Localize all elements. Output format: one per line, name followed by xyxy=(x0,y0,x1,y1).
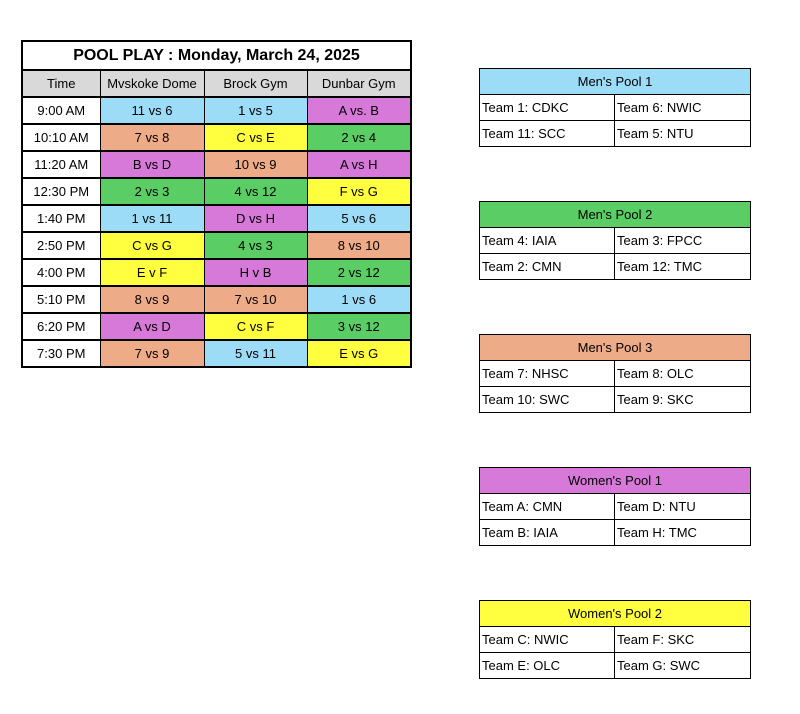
team-cell: Team F: SKC xyxy=(615,627,751,653)
team-cell: Team 11: SCC xyxy=(480,121,615,147)
pool-title: Women's Pool 1 xyxy=(480,468,751,494)
header-brock-gym: Brock Gym xyxy=(204,70,307,97)
game-cell: 2 vs 3 xyxy=(100,178,204,205)
header-dunbar-gym: Dunbar Gym xyxy=(307,70,411,97)
time-cell: 1:40 PM xyxy=(22,205,100,232)
time-cell: 11:20 AM xyxy=(22,151,100,178)
team-cell: Team 2: CMN xyxy=(480,254,615,280)
pool-row xyxy=(480,254,751,280)
schedule-row xyxy=(22,340,411,367)
game-cell: 7 vs 10 xyxy=(204,286,307,313)
pool-row xyxy=(480,627,751,653)
team-cell: Team 12: TMC xyxy=(615,254,751,280)
game-cell: F vs G xyxy=(307,178,411,205)
pool-row xyxy=(480,387,751,413)
team-cell: Team 6: NWIC xyxy=(615,95,751,121)
pool-row xyxy=(480,520,751,546)
game-cell: 8 vs 9 xyxy=(100,286,204,313)
pool-row xyxy=(480,228,751,254)
pool-row xyxy=(480,121,751,147)
pool-table-m1 xyxy=(479,68,751,147)
team-cell: Team C: NWIC xyxy=(480,627,615,653)
game-cell: C vs E xyxy=(204,124,307,151)
team-cell: Team 7: NHSC xyxy=(480,361,615,387)
schedule-row xyxy=(22,205,411,232)
schedule-row xyxy=(22,286,411,313)
pool-title: Men's Pool 1 xyxy=(480,69,751,95)
game-cell: 5 vs 6 xyxy=(307,205,411,232)
game-cell: 3 vs 12 xyxy=(307,313,411,340)
game-cell: H v B xyxy=(204,259,307,286)
game-cell: 11 vs 6 xyxy=(100,97,204,124)
game-cell: 7 vs 9 xyxy=(100,340,204,367)
pool-table-m2 xyxy=(479,201,751,280)
game-cell: 2 vs 4 xyxy=(307,124,411,151)
game-cell: 1 vs 11 xyxy=(100,205,204,232)
team-cell: Team E: OLC xyxy=(480,653,615,679)
pool-title: Men's Pool 2 xyxy=(480,202,751,228)
pool-row xyxy=(480,361,751,387)
time-cell: 4:00 PM xyxy=(22,259,100,286)
game-cell: 1 vs 5 xyxy=(204,97,307,124)
schedule-row xyxy=(22,178,411,205)
schedule-row xyxy=(22,124,411,151)
game-cell: 7 vs 8 xyxy=(100,124,204,151)
schedule-row xyxy=(22,259,411,286)
game-cell: D vs H xyxy=(204,205,307,232)
team-cell: Team 9: SKC xyxy=(615,387,751,413)
time-cell: 7:30 PM xyxy=(22,340,100,367)
game-cell: C vs G xyxy=(100,232,204,259)
pool-title: Men's Pool 3 xyxy=(480,335,751,361)
team-cell: Team B: IAIA xyxy=(480,520,615,546)
team-cell: Team 10: SWC xyxy=(480,387,615,413)
team-cell: Team G: SWC xyxy=(615,653,751,679)
team-cell: Team 1: CDKC xyxy=(480,95,615,121)
game-cell: A vs D xyxy=(100,313,204,340)
game-cell: 10 vs 9 xyxy=(204,151,307,178)
game-cell: A vs. B xyxy=(307,97,411,124)
team-cell: Team 4: IAIA xyxy=(480,228,615,254)
game-cell: E vs G xyxy=(307,340,411,367)
team-cell: Team 3: FPCC xyxy=(615,228,751,254)
time-cell: 9:00 AM xyxy=(22,97,100,124)
schedule-row xyxy=(22,313,411,340)
pool-table-w2 xyxy=(479,600,751,679)
time-cell: 5:10 PM xyxy=(22,286,100,313)
pool-table-w1 xyxy=(479,467,751,546)
team-cell: Team D: NTU xyxy=(615,494,751,520)
team-cell: Team 8: OLC xyxy=(615,361,751,387)
game-cell: A vs H xyxy=(307,151,411,178)
pool-row xyxy=(480,95,751,121)
game-cell: B vs D xyxy=(100,151,204,178)
team-cell: Team H: TMC xyxy=(615,520,751,546)
game-cell: 2 vs 12 xyxy=(307,259,411,286)
game-cell: C vs F xyxy=(204,313,307,340)
time-cell: 6:20 PM xyxy=(22,313,100,340)
header-time: Time xyxy=(22,70,100,97)
game-cell: 1 vs 6 xyxy=(307,286,411,313)
schedule-row xyxy=(22,232,411,259)
schedule-row xyxy=(22,151,411,178)
game-cell: 4 vs 3 xyxy=(204,232,307,259)
team-cell: Team A: CMN xyxy=(480,494,615,520)
schedule-title: POOL PLAY : Monday, March 24, 2025 xyxy=(22,41,411,70)
pool-play-schedule xyxy=(21,40,412,368)
pool-row xyxy=(480,494,751,520)
pool-table-m3 xyxy=(479,334,751,413)
time-cell: 10:10 AM xyxy=(22,124,100,151)
game-cell: E v F xyxy=(100,259,204,286)
header-mvskoke-dome: Mvskoke Dome xyxy=(100,70,204,97)
team-cell: Team 5: NTU xyxy=(615,121,751,147)
time-cell: 2:50 PM xyxy=(22,232,100,259)
game-cell: 8 vs 10 xyxy=(307,232,411,259)
game-cell: 5 vs 11 xyxy=(204,340,307,367)
schedule-row xyxy=(22,97,411,124)
game-cell: 4 vs 12 xyxy=(204,178,307,205)
pool-title: Women's Pool 2 xyxy=(480,601,751,627)
pool-row xyxy=(480,653,751,679)
time-cell: 12:30 PM xyxy=(22,178,100,205)
